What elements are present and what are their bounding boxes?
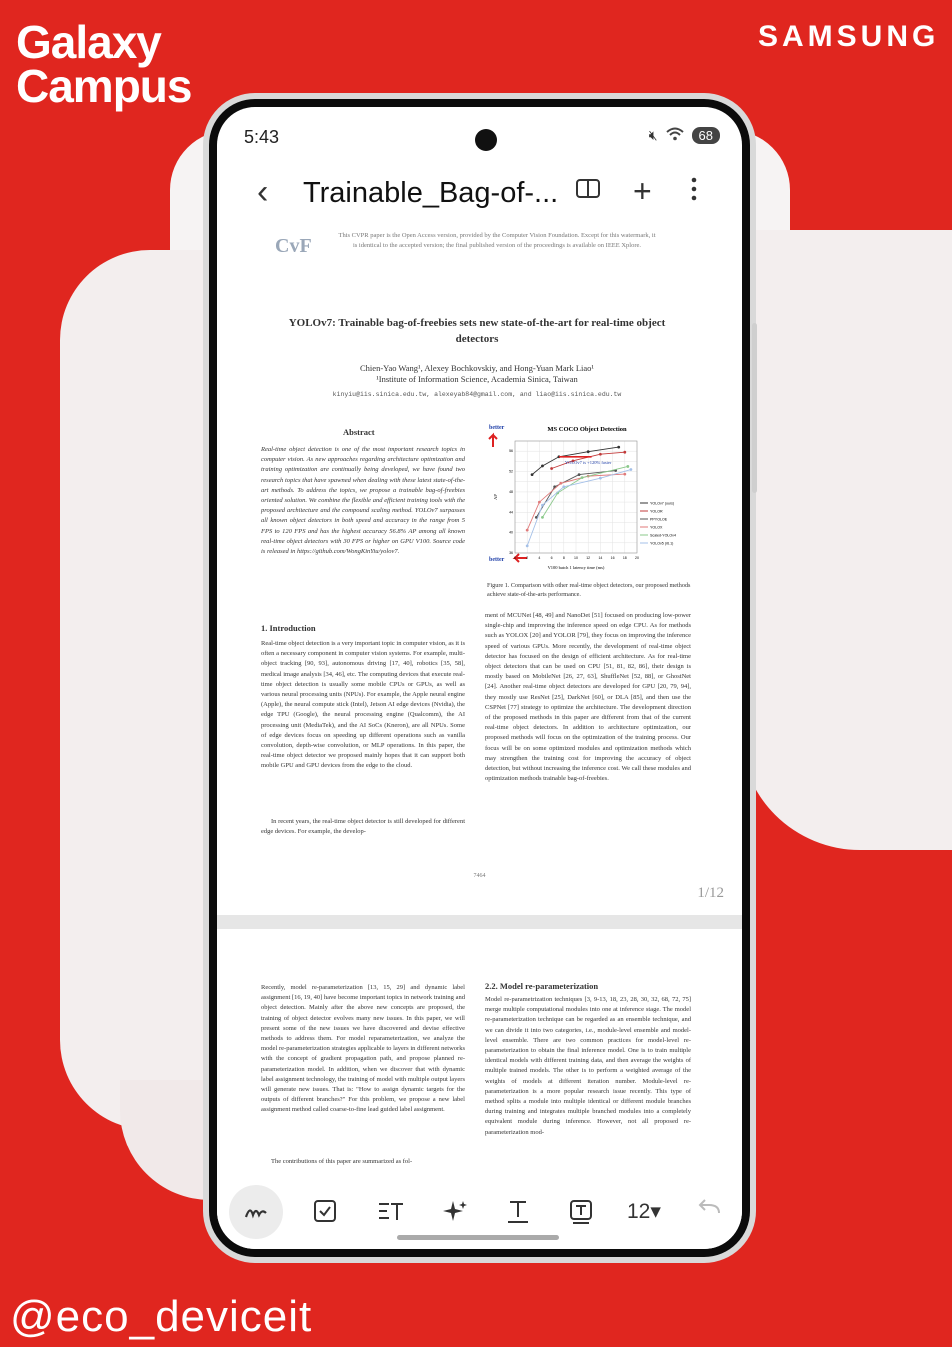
- right-column-text: ment of MCUNet [48, 49] and NanoDet [51] focused on producing low-power single-chip and improving the inference speed on edge CPU. As for methods such as YOLOX [20] and YOLOR [79], they focus on improving the inference speed of various GPUs. More recently, the development of real-time object detector has focused on the design of efficient architecture. As for real-time object detectors that can be used on CPU [51, 81, 82, 86], their design is mostly based on MobileNet [26, 27, 63], ShuffleNet [52, 88], or GhostNet [24]. Another real-time object detectors are developed for GPU [20, 79, 94], they mostly use ResNet [25], DarkNet [60], or DLA [85], and then use the CSPNet [77] strategy to optimize the architecture. The development direction of the proposed methods in this paper are different from that of the current real-time object detectors. In addition to architecture optimization, our proposed methods will focus on the optimization of the training process. Our focus will be on some optimized modules and optimization methods which may strengthen the training cost for improving the accuracy of object detection, but without increasing the inference cost. We call these modules and optimization methods trainable bag-of-freebies.: [485, 612, 691, 783]
- chart-point: [550, 467, 553, 470]
- abstract-text: Real-time object detection is one of the most important research topics in computer vision. As new approaches regarding architecture optimization and training optimization are continually being developed, we have found two research topics that have spawned when dealing with these latest state-of-the-art methods. To address the topics, we propose a trainable bag-of-freebies oriented solution. We combine the flexible and efficient training tools with the proposed architecture and the compound scaling method. YOLOv7 surpasses all known object detectors in both speed and accuracy in the range from 5 FPS to 120 FPS and has the highest accuracy 56.8% AP among all known real-time object detectors with 30 FPS or higher on GPU V100. Source code is released in https://github.com/WongKinYiu/yolov7.: [261, 446, 465, 556]
- status-icons: [649, 127, 720, 144]
- chart-x-tick: 4: [538, 556, 541, 560]
- chart-point: [630, 468, 633, 471]
- phone-bezel: [209, 99, 750, 1257]
- chart-point: [599, 477, 602, 480]
- pdf-page-1[interactable]: [217, 225, 742, 915]
- chart-point: [541, 516, 544, 519]
- chart-y-tick: 48: [509, 489, 513, 494]
- background-blob: [740, 230, 952, 850]
- back-icon[interactable]: ‹: [257, 173, 269, 211]
- figure-caption: Figure 1. Comparison with other real-time object detectors, our proposed methods achieve state-of-the-arts performance.: [487, 582, 691, 598]
- page2-left-text: Recently, model re-parameterization [13, 15, 29] and dynamic label assignment [16, 19, 40] have become important topics in network training and object detection. Mainly after the above new concepts are proposed, the training of object detector evolves many new issues. In this paper, we will present some of the new issues we have discovered and devise effective methods to address them. For model reparameterization, we analyze the model re-parameterization strategies applicable to layers in different networks with the concept of gradient propagation path, and propose planned re-parameterization model. In addition, when we discover that with dynamic label assignment technology, the training of model with multiple output layers will generate new issues. That is: "How to assign dynamic targets for the outputs of different branches?" For this problem, we propose a new label assignment method called coarse-to-fine lead guided label assignment.: [261, 984, 465, 1114]
- chart-point: [581, 476, 584, 479]
- zoom-level[interactable]: 12▾: [627, 1200, 661, 1223]
- page-separator: [217, 915, 742, 929]
- chart-point: [587, 450, 590, 453]
- affiliation: ¹Institute of Information Science, Academia Sinica, Taiwan: [376, 374, 578, 384]
- book-icon[interactable]: [575, 177, 601, 208]
- chart-y-tick: 52: [509, 469, 513, 474]
- chart-y-tick: 36: [509, 551, 513, 555]
- chart: [487, 421, 697, 576]
- chart-point: [578, 473, 581, 476]
- chart-point: [623, 451, 626, 454]
- chart-better-arrow-left: [515, 554, 527, 562]
- chart-point: [541, 504, 544, 507]
- chart-point: [531, 473, 534, 476]
- chart-series-line: [527, 470, 631, 546]
- chart-point: [526, 544, 529, 547]
- text-icon[interactable]: [507, 1199, 529, 1231]
- phone-frame: [203, 93, 756, 1263]
- chart-point: [562, 485, 565, 488]
- page2-right-text: Model re-parametrization techniques [3, 9-13, 18, 23, 28, 30, 32, 68, 72, 75] merge multiple computational modules into one at inference stage. The model re-parameterization technique can be regarded as an ensemble technique, and we can divide it into two categories, i.e., module-level ensemble and model-level ensemble. There are two common practices for model-level re-parameterization to obtain the final inference model. One is to train multiple identical models with different training data, and then average the weights of multiple trained models. The other is to perform a weighted average of the weights of models at different iteration number. Module-level re-parameterization is a more popular research issue recently. This type of method splits a module into multiple identical or different module branches during training and integrates multiple branched modules into a completely equivalent module during inference. However, not all proposed re-parameterization mod-: [485, 996, 691, 1136]
- chart-legend-label: YOLOv7 (ours): [650, 501, 675, 506]
- chart-legend-label: YOLOv5 (r6.1): [650, 541, 674, 546]
- document-title[interactable]: Trainable_Bag-of-...: [303, 177, 559, 209]
- ai-sparkle-icon[interactable]: [443, 1199, 469, 1231]
- screen: [217, 107, 742, 1249]
- author-names: Chien-Yao Wang¹, Alexey Bochkovskiy, and Hong-Yuan Mark Liao¹: [360, 363, 594, 373]
- intro-heading: 1. Introduction: [261, 623, 316, 633]
- app-bar: [217, 167, 742, 223]
- cvf-logo: CvF: [275, 235, 312, 257]
- add-icon[interactable]: +: [633, 173, 652, 209]
- chart-x-tick: 8: [562, 556, 565, 560]
- chart-point: [559, 482, 562, 485]
- pen-icon[interactable]: [229, 1185, 283, 1239]
- chart-x-tick: 12: [586, 556, 591, 560]
- status-bar: [217, 107, 742, 167]
- chart-point: [626, 465, 629, 468]
- chart-x-tick: 2: [526, 556, 529, 560]
- battery-icon: 68: [692, 127, 720, 144]
- nav-handle[interactable]: [397, 1235, 559, 1240]
- chart-x-tick: 20: [635, 556, 639, 560]
- chart-y-tick: 44: [509, 510, 513, 515]
- chart-point: [599, 453, 602, 456]
- background-blob: [60, 250, 220, 1130]
- chart-legend-label: YOLOX: [650, 525, 663, 530]
- abstract-heading: Abstract: [343, 427, 375, 437]
- chart-x-tick: 10: [574, 556, 578, 560]
- chart-better-top: better: [489, 425, 505, 431]
- authors: [277, 363, 677, 385]
- pdf-page-2[interactable]: [217, 929, 742, 1189]
- paper-title: YOLOv7: Trainable bag-of-freebies sets new state-of-the-art for real-time object detectors: [288, 317, 666, 345]
- galaxy-campus-logo: Galaxy Campus: [16, 16, 192, 112]
- chart-point: [623, 473, 626, 476]
- chart-y-tick: 40: [509, 530, 513, 535]
- more-icon[interactable]: [691, 177, 697, 208]
- chart-x-tick: 16: [610, 556, 615, 560]
- front-camera: [475, 129, 497, 151]
- intro-text: Real-time object detection is a very important topic in computer vision, as it is often a necessary component in computer vision systems. For example, multi-object tracking [90, 93], autonomous driving [17, 40], robotics [35, 58], medical image analysis [34, 46], etc. The computing devices that execute real-time object detection is usually some mobile CPUs or GPUs, as well as various neural processing units (NPUs). For example, the Apple neural engine (Apple), the neural compute stick (Intel), Jetson AI edge devices (Nvidia), the edge TPU (Google), the neural processing engine (Qualcomm), the AI processing unit (MediaTek), and the AI SoCs (Kneron), are all NPUs. Some of edge devices focus on speeding up different operations such as vanilla convolution, depth-wise convolution, or MLP operations. In this paper, the real-time object detector we proposed mainly hopes that it can support both mobile GPU and GPU devices from the edge to the cloud.: [261, 640, 465, 770]
- chart-ylabel: AP: [493, 494, 498, 500]
- chart-x-tick: 0: [514, 556, 516, 560]
- status-time: 5:43: [244, 127, 280, 147]
- wifi-icon: [666, 127, 684, 144]
- text-box-icon[interactable]: [569, 1199, 593, 1231]
- chart-x-tick: 14: [598, 556, 603, 560]
- chart-xlabel: V100 batch 1 latency time (ms): [547, 565, 605, 570]
- handle-text: @eco_deviceit: [10, 1292, 313, 1341]
- chart-better-left: better: [489, 557, 505, 563]
- page-indicator: 1/12: [697, 885, 724, 901]
- chart-point: [541, 465, 544, 468]
- side-button: [752, 323, 757, 493]
- checkbox-icon[interactable]: [313, 1199, 337, 1229]
- chart-y-tick: 56: [509, 449, 513, 454]
- chart-point: [617, 446, 620, 449]
- chart-better-arrow-up: [489, 435, 497, 447]
- chart-title: MS COCO Object Detection: [547, 426, 627, 433]
- chart-legend-label: YOLOR: [650, 509, 663, 514]
- page2-section-heading: 2.2. Model re-parameterization: [485, 981, 599, 991]
- header-note: This CVPR paper is the Open Access version, provided by the Computer Vision Foundation. Except for this watermark, it is identical to the accepted version; the final published version of the proceedings is available on IEEE Xplore.: [338, 232, 656, 249]
- samsung-logo: SAMSUNG: [758, 20, 940, 53]
- bottom-toolbar: [217, 1189, 742, 1249]
- chart-legend-label: Scaled-YOLOv4: [650, 533, 676, 538]
- page-number: 7464: [473, 873, 486, 879]
- intro-text-2: In recent years, the real-time object detector is still developed for different edge devices. For example, the develop-: [261, 818, 465, 836]
- chart-x-tick: 6: [550, 556, 553, 560]
- page2-left-text-2: The contributions of this paper are summarized as fol-: [271, 1158, 413, 1165]
- chart-legend-label: PPYOLOE: [650, 517, 668, 522]
- undo-icon[interactable]: [697, 1199, 721, 1225]
- text-format-icon[interactable]: [377, 1199, 405, 1229]
- mute-icon: 🔇︎: [648, 127, 658, 143]
- chart-annotation: YOLOv7 is +120% faster: [564, 459, 612, 465]
- chart-point: [538, 501, 541, 504]
- chart-x-tick: 18: [622, 556, 627, 560]
- emails: kinyiu@iis.sinica.edu.tw, alexeyab84@gmail.com, and liao@iis.sinica.edu.tw: [332, 391, 622, 398]
- chart-point: [526, 529, 529, 532]
